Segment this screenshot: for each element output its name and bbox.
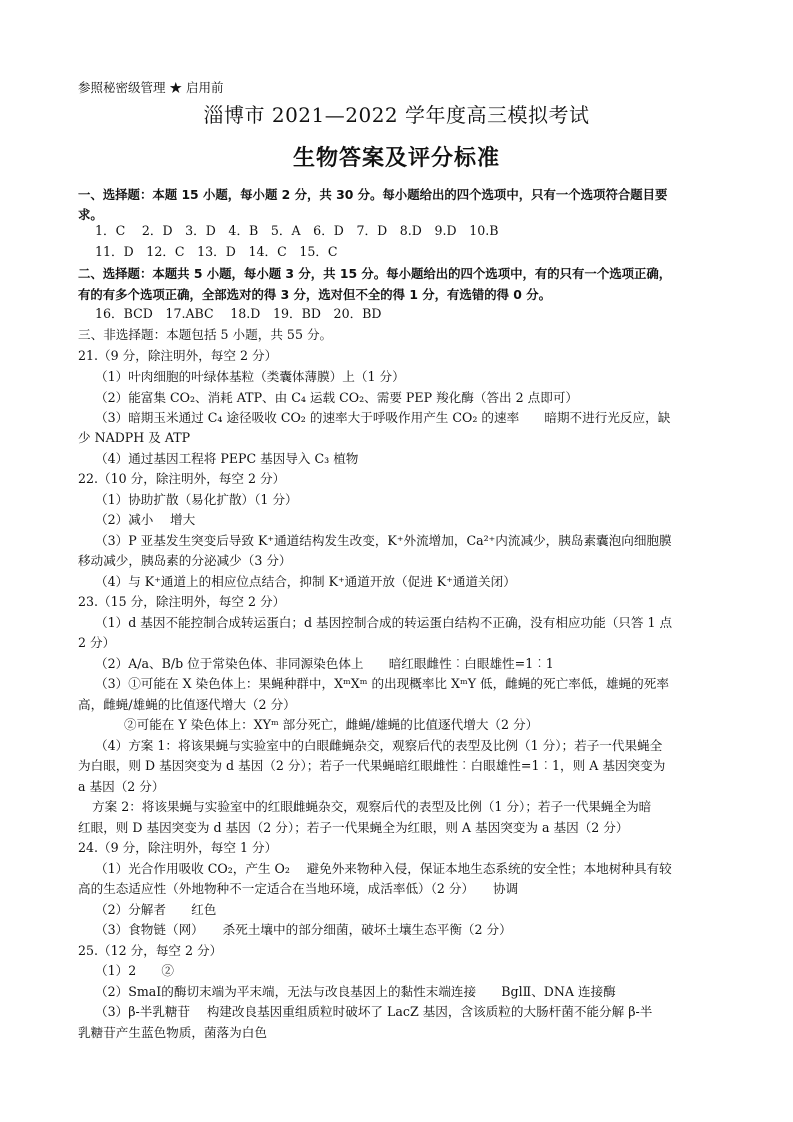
q23-part4-plan2-cont: 红眼，则 D 基因突变为 d 基因（2 分）；若子一代果蝇全为红眼，则 A 基因突变为 a 基因（2 分） <box>78 820 629 835</box>
answers-1-10: 1．C 2．D 3．D 4．B 5．A 6．D 7．D 8.D 9.D 10.B <box>95 223 499 238</box>
q25-part2: （2）SmaⅠ的酶切末端为平末端，无法与改良基因上的黏性末端连接 BglⅡ、DNA 连接酶 <box>95 984 616 999</box>
section-3-heading: 三、非选择题：本题包括 5 小题，共 55 分。 <box>78 327 333 342</box>
q23-part4-plan1-cont: 为白眼，则 D 基因突变为 d 基因（2 分）；若子一代果蝇暗红眼雌性︰白眼雄性=1︰1，则 A 基因突变为 <box>78 758 666 773</box>
q25-part1: （1）2 ② <box>95 963 174 978</box>
q24-part3: （3）食物链（网） 杀死土壤中的部分细菌，破坏土壤生态平衡（2 分） <box>95 922 512 937</box>
section-2-instructions: 二、选择题：本题共 5 小题，每小题 3 分，共 15 分。每小题给出的四个选项中，有的只有一个选项正确， <box>78 266 672 281</box>
q22-part3-cont: 移动减少，胰岛素的分泌减少（3 分） <box>78 553 292 568</box>
q23-part2: （2）A/a、B/b 位于常染色体、非同源染色体上 暗红眼雌性︰白眼雄性=1︰1 <box>95 656 554 671</box>
q21-heading: 21.（9 分，除注明外，每空 2 分） <box>78 348 278 363</box>
section-1-instructions-cont: 求。 <box>78 207 103 222</box>
section-1-instructions: 一、选择题：本题 15 小题，每小题 2 分，共 30 分。每小题给出的四个选项中，只有一个选项符合题目要 <box>78 187 668 202</box>
q21-part2: （2）能富集 CO₂、消耗 ATP、由 C₄ 运载 CO₂、需要 PEP 羧化酶（答出 2 点即可） <box>95 390 579 405</box>
q23-part1: （1）d 基因不能控制合成转运蛋白；d 基因控制合成的转运蛋白结构不正确，没有相应功能（只答 1 点 <box>95 615 673 630</box>
q24-part1-cont: 高的生态适应性（外地物种不一定适合在当地环境，成活率低）（2 分） 协调 <box>78 881 519 896</box>
q25-heading: 25.（12 分，每空 2 分） <box>78 943 223 958</box>
q23-part4-plan1: （4）方案 1：将该果蝇与实验室中的白眼雌蝇杂交，观察后代的表型及比例（1 分）；若子一代果蝇全 <box>95 738 663 753</box>
q23-part3-option1: （3）①可能在 X 染色体上：果蝇种群中，XᵐXᵐ 的出现概率比 XᵐY 低，雌蝇的死亡率低，雄蝇的死率 <box>95 676 669 691</box>
q21-part1: （1）叶肉细胞的叶绿体基粒（类囊体薄膜）上（1 分） <box>95 369 405 384</box>
exam-title: 淄博市 2021—2022 学年度高三模拟考试 <box>203 103 590 127</box>
q23-heading: 23.（15 分，除注明外，每空 2 分） <box>78 594 286 609</box>
q24-part2: （2）分解者 红色 <box>95 902 217 917</box>
q24-heading: 24.（9 分，除注明外，每空 1 分） <box>78 840 278 855</box>
q23-part4-plan1-cont2: a 基因（2 分） <box>78 779 165 794</box>
q21-part4: （4）通过基因工程将 PEPC 基因导入 C₃ 植物 <box>95 451 359 466</box>
q22-heading: 22.（10 分，除注明外，每空 2 分） <box>78 471 286 486</box>
q22-part3: （3）P 亚基发生突变后导致 K⁺通道结构发生改变，K⁺外流增加，Ca²⁺内流减少，胰岛素囊泡向细胞膜 <box>95 533 672 548</box>
q22-part2: （2）减小 增大 <box>95 512 196 527</box>
q22-part1: （1）协助扩散（易化扩散）（1 分） <box>95 492 298 507</box>
answers-16-20: 16．BCD 17.ABC 18.D 19．BD 20．BD <box>95 306 382 321</box>
q25-part3-cont: 乳糖苷产生蓝色物质，菌落为白色 <box>78 1025 267 1040</box>
q21-part3: （3）暗期玉米通过 C₄ 途径吸收 CO₂ 的速率大于呼吸作用产生 CO₂ 的速率 暗期不进行光反应，缺 <box>95 410 671 425</box>
q25-part3: （3）β-半乳糖苷 构建改良基因重组质粒时破坏了 LacZ 基因，含该质粒的大肠杆菌不能分解 β-半 <box>95 1004 653 1019</box>
answers-11-15: 11．D 12．C 13．D 14．C 15．C <box>95 244 338 259</box>
section-2-instructions-cont: 有的有多个选项正确，全部选对的得 3 分，选对但不全的得 1 分，有选错的得 0 分。 <box>78 287 552 302</box>
q22-part4: （4）与 K⁺通道上的相应位点结合，抑制 K⁺通道开放（促进 K⁺通道关闭） <box>95 574 516 589</box>
q23-part4-plan2: 方案 2：将该果蝇与实验室中的红眼雌蝇杂交，观察后代的表型及比例（1 分）；若子一代果蝇全为暗 <box>92 799 652 814</box>
answer-key-title: 生物答案及评分标准 <box>292 146 500 171</box>
q24-part1: （1）光合作用吸收 CO₂，产生 O₂ 避免外来物种入侵，保证本地生态系统的安全性；本地树种具有较 <box>95 861 672 876</box>
q23-part3-option2: ②可能在 Y 染色体上：XYᵐ 部分死亡，雌蝇/雄蝇的比值逐代增大（2 分） <box>124 717 539 732</box>
q23-part1-cont: 2 分） <box>78 635 116 650</box>
q21-part3-cont: 少 NADPH 及 ATP <box>78 430 191 445</box>
confidentiality-header: 参照秘密级管理 ★ 启用前 <box>78 80 224 95</box>
q23-part3-option1-cont: 高，雌蝇/雄蝇的比值逐代增大（2 分） <box>78 697 296 712</box>
